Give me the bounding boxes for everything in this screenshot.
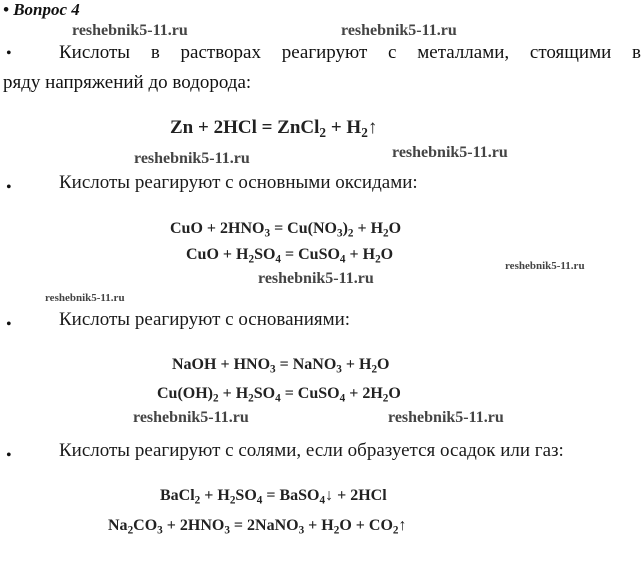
section-2-text: Кислоты реагируют с основными оксидами: — [59, 172, 418, 193]
watermark: reshebnik5-11.ru — [505, 260, 585, 272]
equation: $Na_2CO_3 + 2HNO_3$ = 2NaNO$_3$ + $H_2O$ + $CO_2↑$ — [108, 517, 407, 537]
watermark: reshebnik5-11.ru — [388, 409, 504, 426]
section-4-text: Кислоты реагируют с солями, если образуется осадок или газ: — [59, 440, 564, 461]
question-heading: • Вопрос 4 — [3, 0, 80, 19]
equation: NaOH + $HNO_3$ = NaNO$_3$ + $H_2O$ — [172, 356, 390, 376]
section-1-line1: Кислоты в растворах реагируют с металлами, стоящими в — [59, 42, 641, 63]
equation: $Cu(OH)_2 + H_2SO_4$ = CuSO$_4$ + $2H_2O$ — [157, 385, 401, 405]
section-3-text: Кислоты реагируют с основаниями: — [59, 309, 351, 330]
watermark: reshebnik5-11.ru — [133, 409, 249, 426]
watermark: reshebnik5-11.ru — [258, 270, 374, 287]
watermark: reshebnik5-11.ru — [45, 292, 125, 304]
bullet-icon: • — [6, 447, 12, 464]
bullet-icon: • — [6, 179, 12, 196]
equation: BaCl$_2$ + $H_2SO_4$ = BaSO$_4$↓ + 2HCl — [160, 487, 387, 507]
watermark: reshebnik5-11.ru — [72, 22, 188, 39]
equation: Zn + 2HCl = ZnCl$_2$ + $H_2↑$ — [170, 117, 378, 140]
equation: CuO + $H_2SO_4$ = CuSO$_4$ + $H_2O$ — [186, 246, 394, 266]
equation: CuO + $2HNO_3 = Cu(NO_3)_2 + H_2O$ — [170, 220, 402, 240]
watermark: reshebnik5-11.ru — [392, 144, 508, 161]
section-1-line2: ряду напряжений до водорода: — [3, 72, 252, 93]
watermark: reshebnik5-11.ru — [341, 22, 457, 39]
watermark: reshebnik5-11.ru — [134, 150, 250, 167]
bullet-icon: • — [6, 316, 12, 333]
bullet-icon: • — [6, 45, 12, 62]
